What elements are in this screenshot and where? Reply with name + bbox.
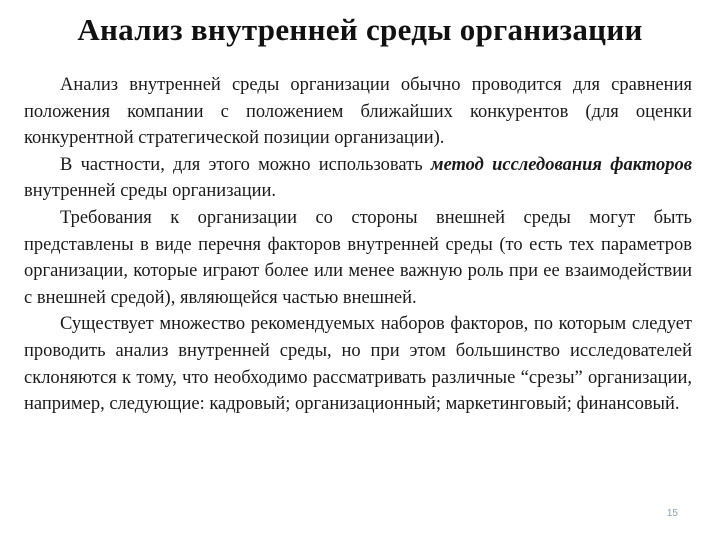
slide-title: Анализ внутренней среды организации — [77, 12, 643, 47]
method-emphasis: метод исследования факторов — [430, 154, 692, 175]
paragraph-method-before: В частности, для этого можно использовать — [60, 154, 431, 175]
paragraph-requirements: Требования к организации со стороны внешней среды могут быть представлены в виде перечня факторов внутренней среды (то есть тех параметров организации, которые играют более или менее важную роль при ее взаимодействии с внешней средой), являющейся частью внешней. — [24, 207, 692, 308]
page-number: 15 — [666, 508, 678, 519]
paragraph-method-after: внутренней среды организации. — [24, 181, 277, 202]
paragraph-intro: Анализ внутренней среды организации обычно проводится для сравнения положения компании с положением ближайших конкурентов (для оценки конкурентной стратегической позиции организации). — [24, 75, 692, 149]
slide-body — [24, 72, 692, 418]
paragraph-factors: Существует множество рекомендуемых наборов факторов, по которым следует проводить анализ внутренней среды, но при этом большинство исследователей склоняются к тому, что необходимо рассматривать различные “срезы” организации, например, следующие: кадровый; организационный; маркетинговый; финансовый. — [24, 314, 692, 415]
paragraph-method — [24, 152, 692, 205]
